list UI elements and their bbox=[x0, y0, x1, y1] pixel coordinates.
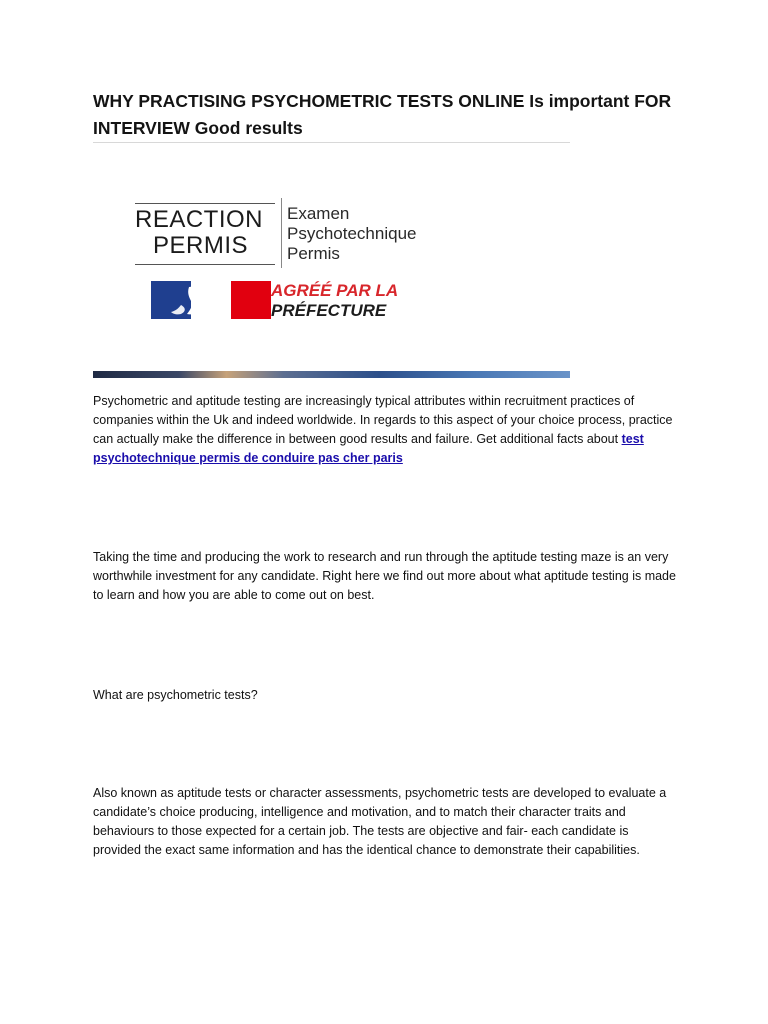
french-flag-marianne-icon bbox=[151, 281, 271, 319]
logo-rule-bottom bbox=[135, 264, 275, 265]
logo-tagline-line1: Examen bbox=[287, 204, 350, 223]
logo-tagline-line2: Psychotechnique bbox=[287, 224, 417, 243]
psychotechnique-link[interactable]: test psychotechnique permis de conduire pas cher paris bbox=[93, 432, 644, 465]
logo-divider bbox=[281, 198, 282, 268]
logo-brand-line1: REACTION bbox=[135, 206, 264, 233]
paragraph-definition: Also known as aptitude tests or character assessments, psychometric tests are developed to evaluate a candidate’s choice producing, intelligence and motivation, and to match their character traits and behaviours to those expected for a certain job. The tests are objective and fair- each candidate is provided the exact same information and has the identical chance to demonstrate their capabilities. bbox=[93, 786, 667, 857]
logo-brand-line2: PERMIS bbox=[153, 232, 249, 259]
paragraph-intro-text: Psychometric and aptitude testing are increasingly typical attributes within recruitment practices of companies within the Uk and indeed worldwide. In regards to this aspect of your choice process, practice can actually make the difference in between good results and failure. Get additional facts about bbox=[93, 394, 673, 446]
image-bottom-strip bbox=[93, 371, 570, 378]
badge-line1: AGRÉÉ PAR LA bbox=[271, 281, 399, 300]
paragraph-intro bbox=[93, 392, 678, 468]
logo-tagline bbox=[287, 204, 487, 264]
prefecture-badge bbox=[271, 281, 471, 321]
reaction-permis-logo-image bbox=[93, 170, 570, 380]
section-heading-psychometric: What are psychometric tests? bbox=[93, 688, 258, 702]
badge-line2: PRÉFECTURE bbox=[271, 301, 387, 320]
logo-rule-top bbox=[135, 203, 275, 204]
logo-tagline-line3: Permis bbox=[287, 244, 340, 263]
title-divider bbox=[93, 142, 570, 143]
paragraph-research: Taking the time and producing the work to research and run through the aptitude testing maze is an very worthwhile investment for any candidate. Right here we find out more about what aptitude testing is made to learn and how you are able to come out on best. bbox=[93, 550, 676, 602]
page-title: WHY PRACTISING PSYCHOMETRIC TESTS ONLINE Is important FOR INTERVIEW Good results bbox=[93, 91, 672, 138]
